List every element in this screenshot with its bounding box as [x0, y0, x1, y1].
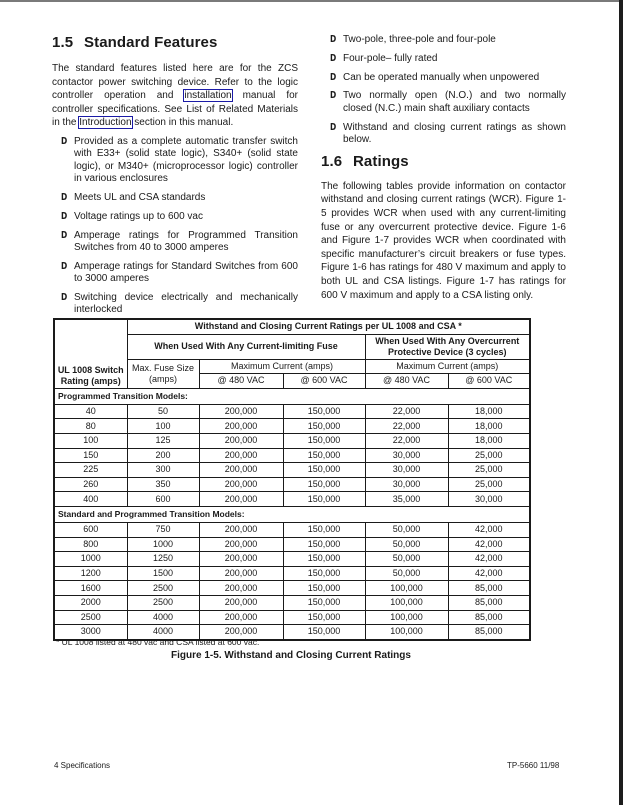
table-cell: 42,000	[448, 522, 530, 537]
header-600vac: @ 600 VAC	[283, 374, 365, 389]
table-cell: 200	[127, 448, 199, 463]
header-fuse-group: When Used With Any Current-limiting Fuse	[127, 334, 365, 359]
table-cell: 100,000	[365, 610, 448, 625]
table-cell: 200,000	[199, 610, 283, 625]
table-cell: 150,000	[283, 625, 365, 640]
table-cell: 150,000	[283, 537, 365, 552]
table-row	[54, 595, 530, 610]
table-cell: 100	[54, 433, 127, 448]
intro-text: The standard features listed here are for the ZCS contactor power switching device. Refer to the logic controller operation and	[52, 63, 298, 102]
section-1-6-heading	[321, 153, 566, 170]
table-cell: 25,000	[448, 477, 530, 492]
table-cell: 42,000	[448, 552, 530, 567]
table-cell: 2500	[127, 595, 199, 610]
table-cell: 50,000	[365, 537, 448, 552]
header-main-title: Withstand and Closing Current Ratings per UL 1008 and CSA *	[127, 319, 530, 334]
header-max-current: Maximum Current (amps)	[199, 359, 365, 374]
table-footnote: * UL 1008 listed at 480 vac and CSA listed at 600 vac.	[56, 637, 260, 647]
feature-text: Voltage ratings up to 600 vac	[74, 210, 203, 222]
bullet-icon: D	[330, 34, 337, 45]
section-title: Ratings	[353, 152, 409, 170]
table-cell: 30,000	[365, 448, 448, 463]
header-ocpd-group: When Used With Any Overcurrent Protective Device (3 cycles)	[365, 334, 530, 359]
bullet-icon: D	[330, 52, 337, 64]
figure-caption: Figure 1-5. Withstand and Closing Current Ratings	[171, 650, 411, 661]
table-cell: 200,000	[199, 537, 283, 552]
table-cell: 150,000	[283, 581, 365, 596]
header-480vac: @ 480 VAC	[365, 374, 448, 389]
table-cell: 150,000	[283, 463, 365, 478]
features-list-left	[52, 136, 298, 317]
table-cell: 4000	[127, 625, 199, 640]
table-cell: 200,000	[199, 566, 283, 581]
feature-text: Amperage ratings for Standard Switches from 600 to 3000 amperes	[74, 260, 298, 285]
table-cell: 400	[54, 492, 127, 507]
feature-text: Two-pole, three-pole and four-pole	[343, 34, 496, 45]
section-1-5-heading	[52, 34, 298, 51]
table-cell: 750	[127, 522, 199, 537]
table-cell: 22,000	[365, 419, 448, 434]
header-switch-rating: UL 1008 Switch Rating (amps)	[54, 319, 127, 388]
table-row	[54, 433, 530, 448]
feature-item	[52, 292, 298, 317]
table-cell: 125	[127, 433, 199, 448]
table-cell: 150,000	[283, 595, 365, 610]
table-cell: 85,000	[448, 610, 530, 625]
table-cell: 4000	[127, 610, 199, 625]
table-cell: 150,000	[283, 448, 365, 463]
table-cell: 100,000	[365, 625, 448, 640]
table-cell: 1000	[127, 537, 199, 552]
table-cell: 200,000	[199, 463, 283, 478]
group-label: Standard and Programmed Transition Models:	[54, 506, 530, 522]
table-cell: 42,000	[448, 566, 530, 581]
table-row	[54, 463, 530, 478]
table-cell: 600	[127, 492, 199, 507]
table-cell: 150,000	[283, 419, 365, 434]
feature-item	[52, 192, 298, 204]
group-label: Programmed Transition Models:	[54, 388, 530, 404]
feature-text: Can be operated manually when unpowered	[343, 71, 540, 83]
table-cell: 200,000	[199, 492, 283, 507]
withstand-ratings-table	[53, 318, 531, 641]
table-cell: 150,000	[283, 522, 365, 537]
table-cell: 85,000	[448, 625, 530, 640]
table-cell: 100,000	[365, 581, 448, 596]
table-cell: 50,000	[365, 522, 448, 537]
feature-item	[52, 211, 298, 223]
table-row	[54, 448, 530, 463]
section-1-6-body: The following tables provide information on contactor withstand and closing current ratings (WCR). Figure 1-5 provides WCR when used with any current-limiting fuse or any overcurrent protective device. Figure 1-6 and Figure 1-7 provides WCR when coordinated with specific manufacturer’s circuit breakers or fuse types. Figure 1-6 has ratings for 480 V maximum and apply to both UL and CSA listings. Figure 1-7 has ratings for 600 V maximum and apply to a CSA listing only.	[321, 180, 566, 301]
table-cell: 150,000	[283, 610, 365, 625]
bullet-icon: D	[330, 121, 337, 133]
intro-text: section in this manual.	[131, 117, 234, 129]
table-row	[54, 552, 530, 567]
table-cell: 800	[54, 537, 127, 552]
table-cell: 150,000	[283, 566, 365, 581]
table-header-row	[54, 319, 530, 334]
table-cell: 100,000	[365, 595, 448, 610]
page-footer-right: TP-5660 11/98	[507, 761, 560, 770]
bullet-icon: D	[61, 135, 68, 147]
table-cell: 100	[127, 419, 199, 434]
table-cell: 150	[54, 448, 127, 463]
feature-text: Amperage ratings for Programmed Transition Switches from 40 to 3000 amperes	[74, 229, 298, 253]
table-cell: 50,000	[365, 552, 448, 567]
bullet-icon: D	[330, 90, 337, 102]
table-row	[54, 537, 530, 552]
feature-item	[321, 72, 566, 84]
table-cell: 200,000	[199, 625, 283, 640]
table-cell: 3000	[54, 625, 127, 640]
section-number: 1.5	[52, 34, 74, 51]
table-cell: 1600	[54, 581, 127, 596]
feature-text: Four-pole– fully rated	[343, 52, 438, 64]
section-1-5-intro	[52, 62, 298, 130]
table-cell: 200,000	[199, 581, 283, 596]
table-group-row	[54, 388, 530, 404]
table-cell: 35,000	[365, 492, 448, 507]
table-cell: 30,000	[365, 463, 448, 478]
right-column	[321, 34, 566, 302]
table-cell: 22,000	[365, 433, 448, 448]
bullet-icon: D	[330, 71, 337, 83]
bullet-icon: D	[61, 229, 68, 241]
table-row	[54, 581, 530, 596]
table-cell: 200,000	[199, 448, 283, 463]
table-cell: 1250	[127, 552, 199, 567]
table-row	[54, 492, 530, 507]
table-cell: 200,000	[199, 477, 283, 492]
table-cell: 200,000	[199, 552, 283, 567]
table-cell: 25,000	[448, 448, 530, 463]
table-cell: 2500	[127, 581, 199, 596]
bullet-icon: D	[61, 260, 68, 272]
table-cell: 200,000	[199, 419, 283, 434]
header-max-current: Maximum Current (amps)	[365, 359, 530, 374]
bullet-icon: D	[61, 191, 68, 203]
table-cell: 150,000	[283, 492, 365, 507]
intro-text: manual for controller specifications. See List of Related Materials in the	[52, 90, 298, 129]
table-row	[54, 566, 530, 581]
section-number: 1.6	[321, 152, 343, 170]
feature-item	[52, 261, 298, 286]
table-cell: 1500	[127, 566, 199, 581]
table-cell: 200,000	[199, 595, 283, 610]
header-fuse-size: Max. Fuse Size (amps)	[127, 359, 199, 388]
table-cell: 2000	[54, 595, 127, 610]
table-cell: 42,000	[448, 537, 530, 552]
table-cell: 25,000	[448, 463, 530, 478]
table-cell: 2500	[54, 610, 127, 625]
table-cell: 225	[54, 463, 127, 478]
page-footer-left: 4 Specifications	[54, 761, 111, 770]
table-cell: 200,000	[199, 522, 283, 537]
table-cell: 85,000	[448, 595, 530, 610]
feature-item	[321, 122, 566, 147]
table-cell: 18,000	[448, 419, 530, 434]
table-cell: 40	[54, 404, 127, 419]
table-cell: 50,000	[365, 566, 448, 581]
table-cell: 600	[54, 522, 127, 537]
table-cell: 50	[127, 404, 199, 419]
feature-text: Switching device electrically and mechanically interlocked	[74, 291, 298, 316]
table-cell: 18,000	[448, 433, 530, 448]
feature-item	[321, 53, 566, 65]
table-row	[54, 522, 530, 537]
table-cell: 150,000	[283, 433, 365, 448]
table-cell: 150,000	[283, 552, 365, 567]
table-cell: 200,000	[199, 433, 283, 448]
bullet-icon: D	[61, 291, 68, 303]
left-column	[52, 34, 298, 323]
feature-item	[52, 136, 298, 186]
header-480vac: @ 480 VAC	[199, 374, 283, 389]
feature-text: Two normally open (N.O.) and two normally closed (N.C.) main shaft auxiliary contacts	[343, 90, 566, 114]
table-row	[54, 404, 530, 419]
table-body	[54, 388, 530, 639]
table-row	[54, 477, 530, 492]
feature-item	[52, 230, 298, 255]
table-cell: 1200	[54, 566, 127, 581]
table-cell: 1000	[54, 552, 127, 567]
table-cell: 18,000	[448, 404, 530, 419]
table-cell: 30,000	[365, 477, 448, 492]
table-cell: 260	[54, 477, 127, 492]
feature-text: Meets UL and CSA standards	[74, 191, 206, 203]
table-cell: 150,000	[283, 477, 365, 492]
table-cell: 30,000	[448, 492, 530, 507]
installation-link[interactable]: installation	[184, 90, 232, 102]
table-cell: 150,000	[283, 404, 365, 419]
header-600vac: @ 600 VAC	[448, 374, 530, 389]
bullet-icon: D	[61, 210, 68, 222]
table-group-row	[54, 506, 530, 522]
feature-text: Provided as a complete automatic transfer switch with E33+ (solid state logic), S340+ (solid state logic), or M340+ (microprocessor logic) controller in various enclosures	[74, 135, 298, 185]
features-list-right	[321, 34, 566, 146]
feature-item	[321, 34, 566, 46]
table-cell: 80	[54, 419, 127, 434]
table-cell: 300	[127, 463, 199, 478]
feature-text: Withstand and closing current ratings as shown below.	[343, 121, 566, 145]
section-title: Standard Features	[84, 34, 218, 51]
table-cell: 350	[127, 477, 199, 492]
table-row	[54, 419, 530, 434]
table-row	[54, 610, 530, 625]
window-right-edge	[619, 0, 623, 805]
feature-item	[321, 90, 566, 115]
page-top-border	[0, 0, 623, 2]
table-cell: 85,000	[448, 581, 530, 596]
table-cell: 22,000	[365, 404, 448, 419]
introduction-link[interactable]: Introduction	[79, 117, 132, 129]
table-cell: 200,000	[199, 404, 283, 419]
